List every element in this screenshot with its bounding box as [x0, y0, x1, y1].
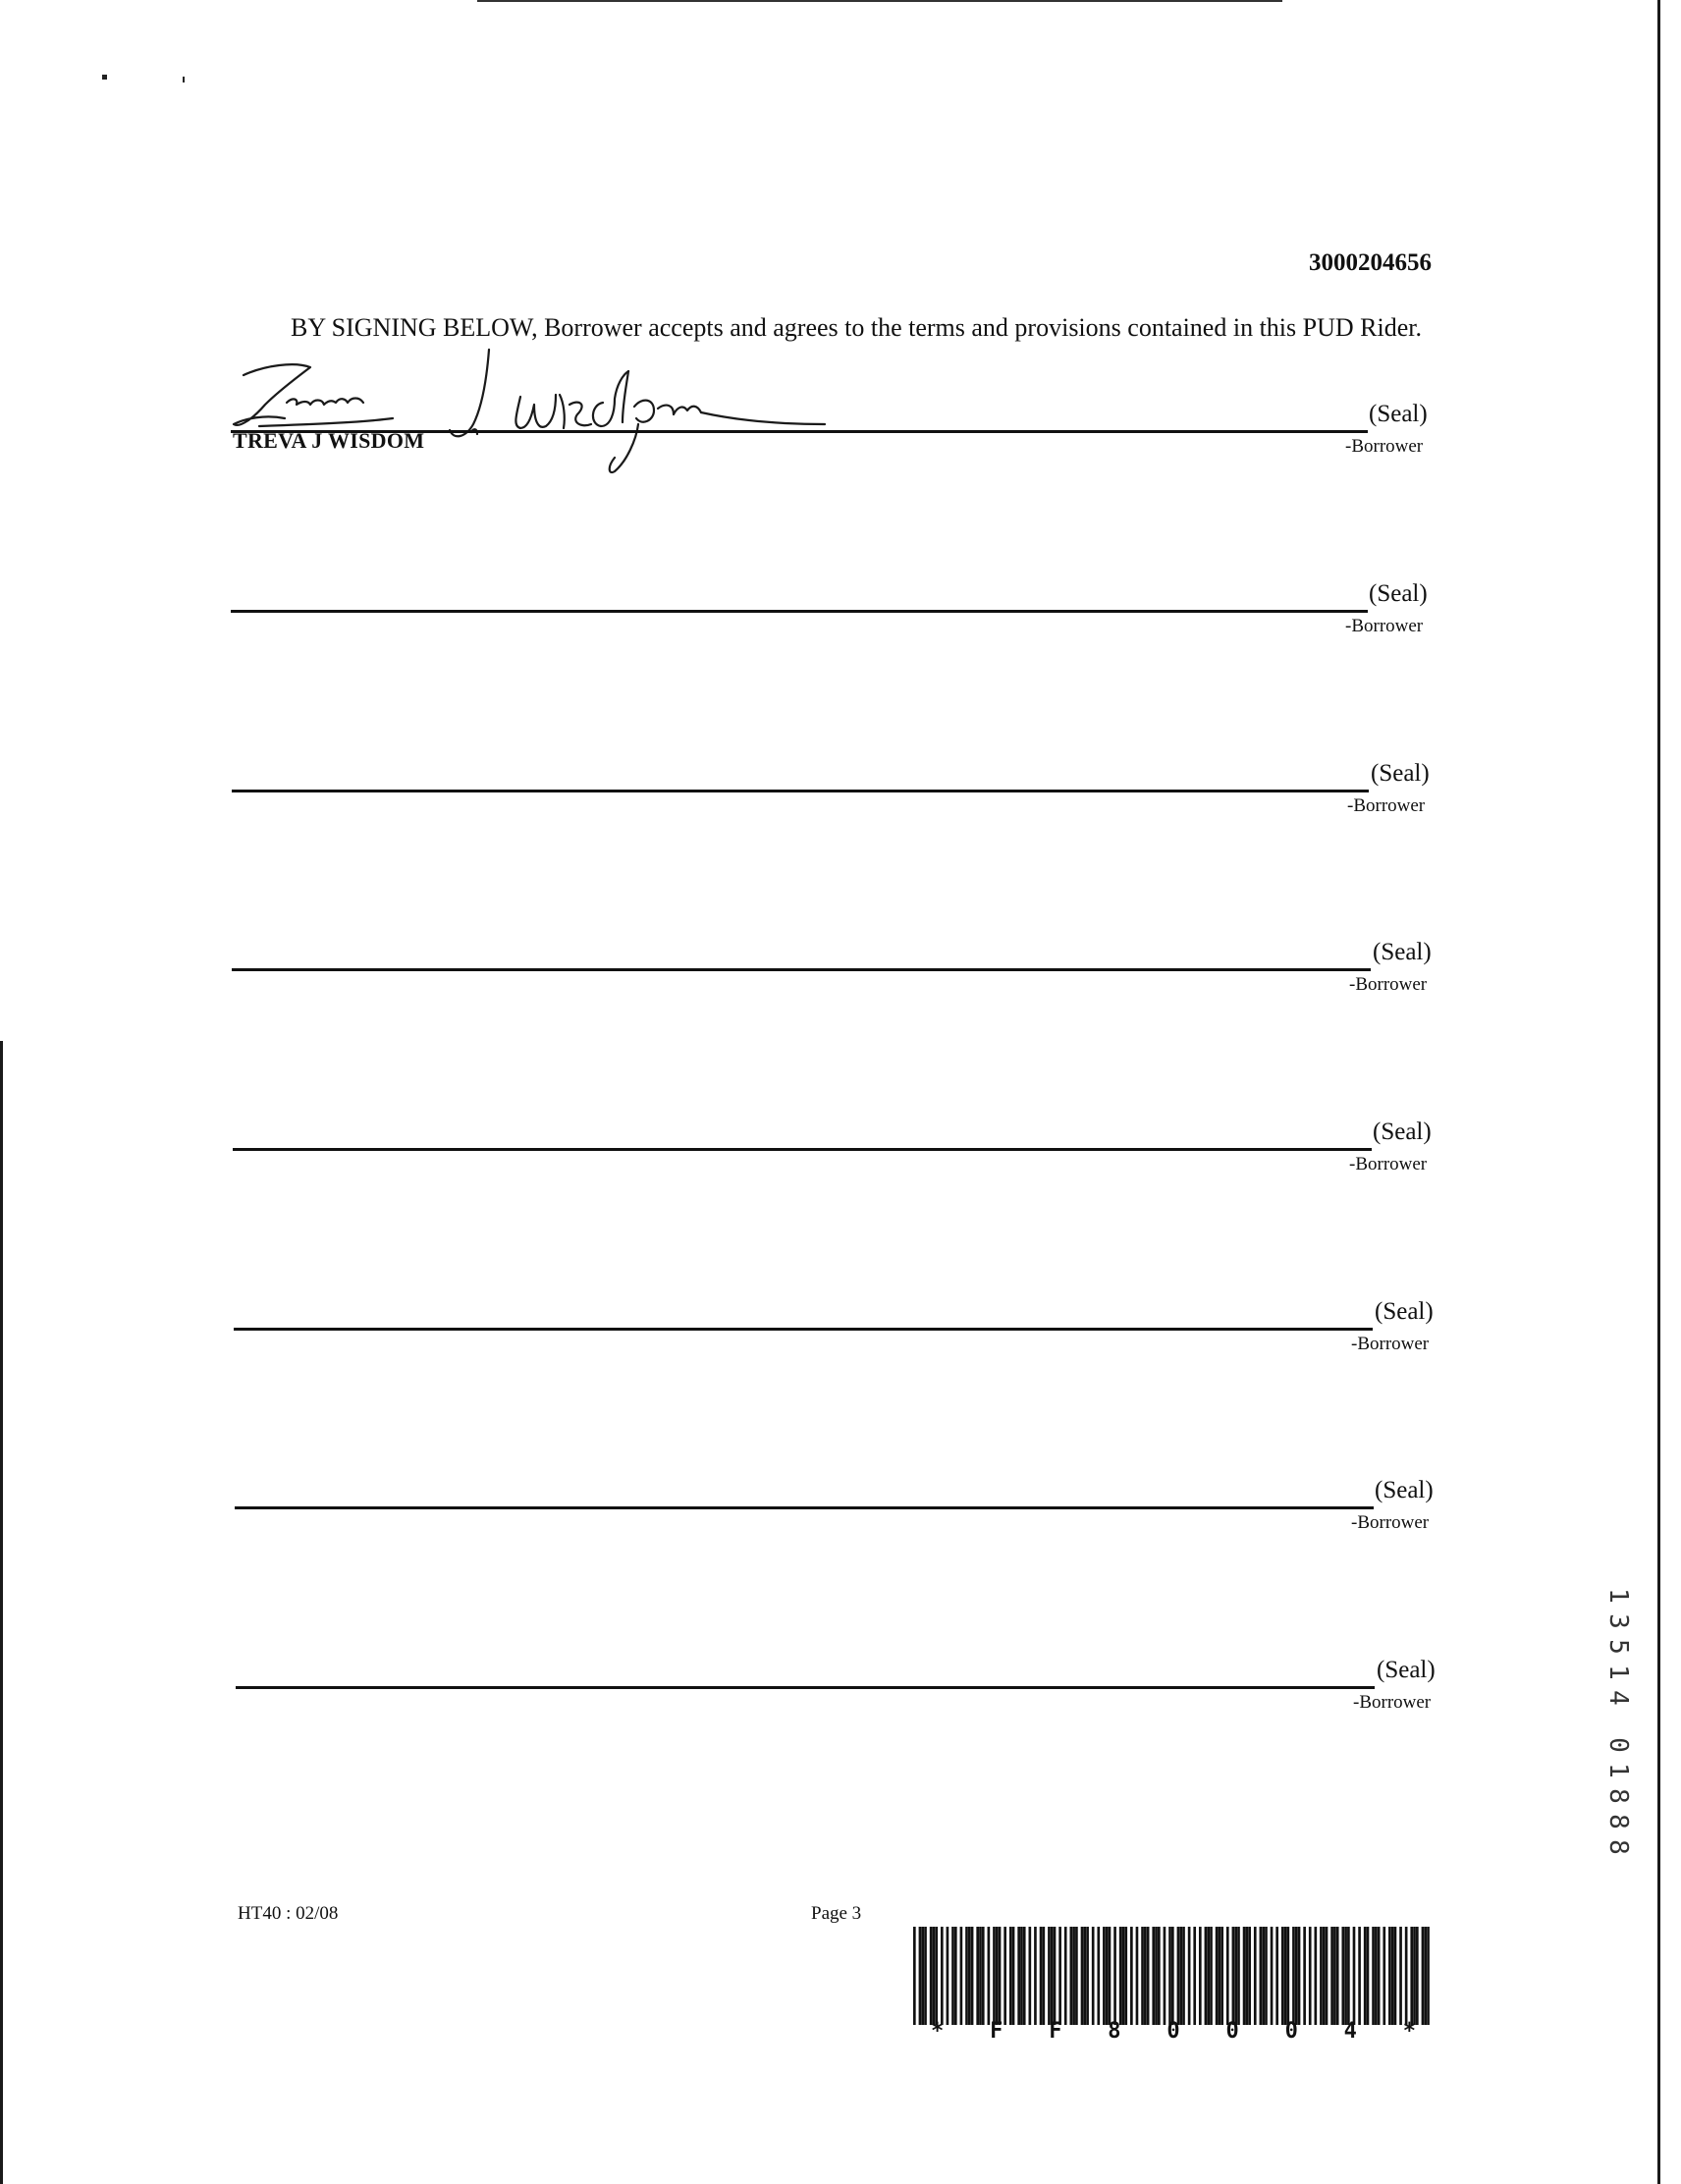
stamp-digit: 1: [1603, 1588, 1633, 1604]
barcode-char: 8: [1108, 2019, 1121, 2044]
barcode-bar: [1040, 1927, 1043, 2025]
barcode-bar: [1262, 1927, 1265, 2025]
barcode-bar: [1260, 1927, 1263, 2025]
barcode-bar: [1275, 1927, 1278, 2025]
barcode-bar: [1314, 1927, 1317, 2025]
barcode-bar: [924, 1927, 927, 2025]
seal-label: (Seal): [1371, 760, 1430, 787]
barcode-bar: [1399, 1927, 1402, 2025]
agreement-text: BY SIGNING BELOW, Borrower accepts and agrees to the terms and provisions contained in this PUD Rider.: [291, 313, 1422, 342]
barcode-bar: [1048, 1927, 1051, 2025]
scan-speck: [102, 75, 107, 80]
barcode-bar: [1372, 1927, 1375, 2025]
signature-line: [233, 1148, 1372, 1151]
scan-speck: [183, 77, 185, 82]
barcode-bar: [1109, 1927, 1112, 2025]
barcode-bar: [1051, 1927, 1054, 2025]
barcode-bar: [1388, 1927, 1391, 2025]
barcode-bar: [1284, 1927, 1287, 2025]
stamp-digit: 3: [1603, 1613, 1633, 1629]
seal-label: (Seal): [1375, 1477, 1434, 1503]
barcode-bar: [982, 1927, 985, 2025]
seal-label: (Seal): [1369, 580, 1428, 607]
top-edge-rule: [477, 0, 1282, 2]
barcode-bar: [930, 1927, 933, 2025]
borrower-printed-name: TREVA J WISDOM: [233, 428, 425, 453]
barcode-bar: [1281, 1927, 1284, 2025]
barcode-bar: [1326, 1927, 1329, 2025]
barcode-bar: [1177, 1927, 1180, 2025]
barcode-bar: [1246, 1927, 1249, 2025]
barcode-bar: [1075, 1927, 1078, 2025]
barcode-bar: [1072, 1927, 1075, 2025]
stamp-digit: 8: [1603, 1814, 1633, 1829]
barcode-bar: [1226, 1927, 1229, 2025]
signature-line: [234, 1328, 1373, 1331]
barcode-bar: [1210, 1927, 1213, 2025]
barcode-bar: [1219, 1927, 1221, 2025]
barcode-bar: [1144, 1927, 1147, 2025]
barcode-bar: [1358, 1927, 1361, 2025]
barcode-char: F: [990, 2019, 1003, 2044]
barcode-bar: [1298, 1927, 1301, 2025]
barcode-bar: [1122, 1927, 1125, 2025]
stamp-digit: 1: [1603, 1763, 1633, 1778]
barcode-bar: [935, 1927, 938, 2025]
barcode-bar: [1106, 1927, 1109, 2025]
barcode-bar: [1216, 1927, 1219, 2025]
barcode-char: 0: [1284, 2019, 1298, 2044]
barcode-char: 4: [1343, 2019, 1357, 2044]
barcode-bar: [1086, 1927, 1089, 2025]
barcode-bar: [1422, 1927, 1425, 2025]
barcode-bar: [1097, 1927, 1100, 2025]
barcode-bar: [1113, 1927, 1116, 2025]
stamp-digit: 0: [1603, 1737, 1633, 1753]
barcode-bar: [996, 1927, 999, 2025]
page-edge-right: [1657, 0, 1660, 2184]
barcode-bar: [1069, 1927, 1072, 2025]
barcode-bar: [1353, 1927, 1356, 2025]
barcode-bar: [1254, 1927, 1257, 2025]
barcode-bar: [993, 1927, 996, 2025]
side-document-stamp: [1599, 1583, 1638, 1860]
borrower-label: -Borrower: [1351, 1334, 1430, 1354]
barcode-bar: [1220, 1927, 1223, 2025]
barcode: [913, 1927, 1430, 2025]
barcode-bar: [933, 1927, 936, 2025]
signature-line: [231, 610, 1368, 613]
seal-label: (Seal): [1375, 1298, 1434, 1325]
seal-label: (Seal): [1369, 401, 1428, 427]
barcode-bar: [1341, 1927, 1344, 2025]
stamp-digit: 5: [1603, 1639, 1633, 1655]
barcode-bar: [1292, 1927, 1295, 2025]
borrower-label: -Borrower: [1345, 616, 1424, 636]
barcode-bar: [1029, 1927, 1032, 2025]
barcode-bar: [1416, 1927, 1419, 2025]
barcode-bar: [1394, 1927, 1397, 2025]
signature-line: [232, 790, 1369, 792]
barcode-bar: [1182, 1927, 1185, 2025]
borrower-signature: [226, 346, 835, 493]
borrower-label: -Borrower: [1349, 1154, 1428, 1174]
seal-label: (Seal): [1373, 1119, 1432, 1145]
signature-line: [236, 1686, 1375, 1689]
barcode-bar: [1232, 1927, 1235, 2025]
barcode-bar: [1413, 1927, 1416, 2025]
borrower-label: -Borrower: [1349, 974, 1428, 995]
barcode-bar: [1012, 1927, 1015, 2025]
form-code: HT40 : 02/08: [238, 1903, 339, 1924]
barcode-bar: [965, 1927, 968, 2025]
barcode-bar: [1103, 1927, 1106, 2025]
barcode-bar: [1248, 1927, 1251, 2025]
borrower-label: -Borrower: [1351, 1512, 1430, 1533]
stamp-digit: 1: [1603, 1665, 1633, 1680]
barcode-bar: [1333, 1927, 1336, 2025]
barcode-bar: [999, 1927, 1002, 2025]
barcode-bar: [947, 1927, 949, 2025]
barcode-bar: [1427, 1927, 1430, 2025]
barcode-bar: [1164, 1927, 1166, 2025]
barcode-bar: [913, 1927, 916, 2025]
barcode-bar: [921, 1927, 924, 2025]
barcode-bar: [1020, 1927, 1023, 2025]
signature-line: [235, 1506, 1374, 1509]
barcode-char: 0: [1225, 2019, 1239, 2044]
page-edge-left: [0, 1041, 3, 2184]
barcode-bar: [1141, 1927, 1144, 2025]
barcode-bar: [941, 1927, 944, 2025]
barcode-bar: [988, 1927, 991, 2025]
barcode-bar: [1158, 1927, 1161, 2025]
barcode-char: 0: [1166, 2019, 1180, 2044]
barcode-bar: [1367, 1927, 1370, 2025]
barcode-bar: [1188, 1927, 1191, 2025]
barcode-bar: [1017, 1927, 1020, 2025]
barcode-bar: [1207, 1927, 1210, 2025]
barcode-bar: [1064, 1927, 1067, 2025]
loan-number: 3000204656: [1309, 249, 1432, 276]
barcode-bar: [1303, 1927, 1306, 2025]
seal-label: (Seal): [1373, 939, 1432, 965]
barcode-char: *: [1402, 2019, 1416, 2044]
barcode-bar: [1320, 1927, 1323, 2025]
barcode-bar: [1034, 1927, 1037, 2025]
stamp-digit: 8: [1603, 1839, 1633, 1855]
barcode-bar: [1378, 1927, 1381, 2025]
barcode-bar: [1287, 1927, 1290, 2025]
barcode-bar: [1058, 1927, 1061, 2025]
barcode-bar: [1130, 1927, 1133, 2025]
stamp-digit: 8: [1603, 1788, 1633, 1804]
barcode-bar: [1083, 1927, 1086, 2025]
barcode-bar: [968, 1927, 971, 2025]
barcode-bar: [1410, 1927, 1413, 2025]
barcode-bar: [1124, 1927, 1127, 2025]
seal-label: (Seal): [1377, 1657, 1436, 1683]
barcode-bar: [1309, 1927, 1312, 2025]
barcode-bar: [1054, 1927, 1057, 2025]
barcode-bar: [1043, 1927, 1046, 2025]
stamp-digit: 4: [1603, 1690, 1633, 1706]
barcode-bar: [1295, 1927, 1298, 2025]
barcode-bar: [1375, 1927, 1378, 2025]
barcode-bar: [1119, 1927, 1122, 2025]
barcode-bar: [954, 1927, 957, 2025]
barcode-bar: [919, 1927, 922, 2025]
barcode-bar: [951, 1927, 954, 2025]
barcode-bar: [1081, 1927, 1084, 2025]
borrower-label: -Borrower: [1353, 1692, 1432, 1713]
borrower-label: -Borrower: [1347, 795, 1426, 816]
barcode-bar: [1391, 1927, 1394, 2025]
barcode-bar: [1323, 1927, 1326, 2025]
agreement-statement: [232, 310, 1432, 346]
barcode-bar: [1205, 1927, 1208, 2025]
barcode-bar: [1147, 1927, 1150, 2025]
barcode-char: F: [1049, 2019, 1062, 2044]
signature-line: [232, 968, 1371, 971]
barcode-bar: [1347, 1927, 1350, 2025]
barcode-bar: [1136, 1927, 1139, 2025]
barcode-bar: [960, 1927, 963, 2025]
barcode-bar: [1009, 1927, 1012, 2025]
barcode-bar: [1336, 1927, 1339, 2025]
barcode-bar: [1237, 1927, 1240, 2025]
barcode-bar: [1179, 1927, 1182, 2025]
barcode-bar: [1003, 1927, 1006, 2025]
barcode-bar: [976, 1927, 979, 2025]
barcode-bar: [1330, 1927, 1333, 2025]
barcode-caption: [931, 2019, 1416, 2044]
barcode-bar: [1265, 1927, 1268, 2025]
barcode-bar: [1193, 1927, 1196, 2025]
barcode-bar: [1199, 1927, 1202, 2025]
borrower-label: -Borrower: [1345, 436, 1424, 457]
page-number: Page 3: [811, 1903, 862, 1924]
barcode-bar: [1271, 1927, 1274, 2025]
barcode-bar: [1234, 1927, 1237, 2025]
barcode-bar: [1344, 1927, 1347, 2025]
barcode-bar: [1152, 1927, 1155, 2025]
barcode-bar: [1171, 1927, 1174, 2025]
barcode-bar: [979, 1927, 982, 2025]
barcode-bar: [1243, 1927, 1246, 2025]
barcode-bar: [1364, 1927, 1367, 2025]
barcode-bar: [1168, 1927, 1171, 2025]
barcode-bar: [971, 1927, 974, 2025]
barcode-bar: [1405, 1927, 1408, 2025]
barcode-bar: [1155, 1927, 1158, 2025]
barcode-bar: [1383, 1927, 1385, 2025]
barcode-char: *: [931, 2019, 945, 2044]
barcode-bar: [1092, 1927, 1095, 2025]
barcode-bar: [1023, 1927, 1026, 2025]
barcode-bar: [1424, 1927, 1427, 2025]
